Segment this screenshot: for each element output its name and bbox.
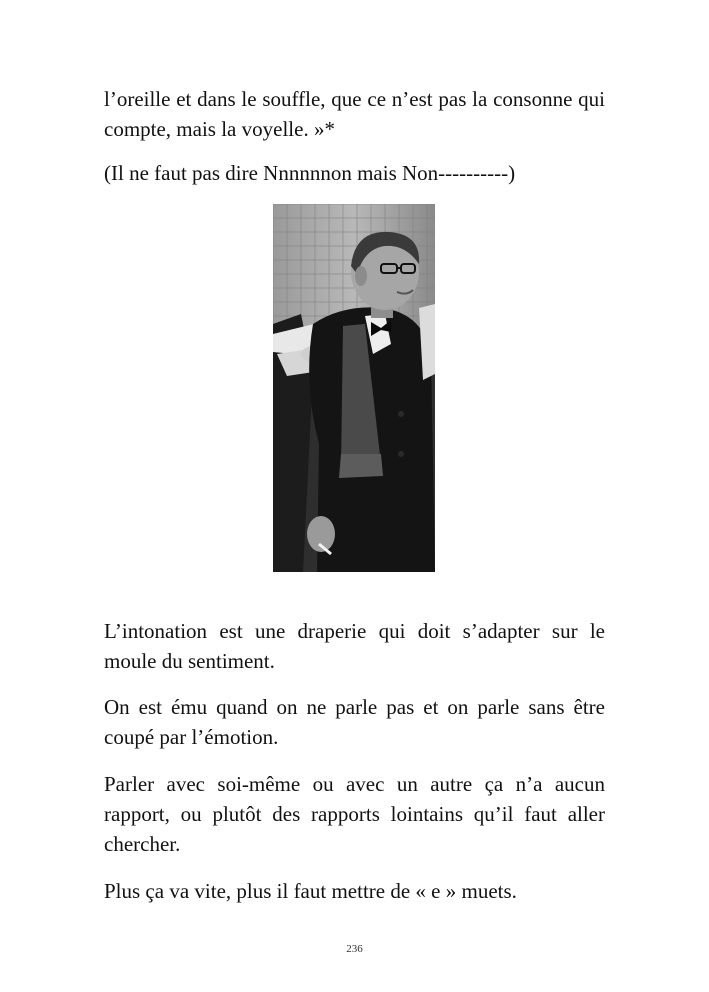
paragraph-1: l’oreille et dans le souffle, que ce n’est pas la consonne qui compte, mais la voyelle. »*	[104, 87, 605, 141]
portrait-photo	[273, 204, 435, 572]
paragraph-4: On est ému quand on ne parle pas et on parle sans être coupé par l’émotion.	[104, 695, 605, 749]
paragraph-5: Parler avec soi-même ou avec un autre ça n’a aucun rapport, ou plutôt des rapports lointains qu’il faut aller chercher.	[104, 772, 605, 856]
page-number: 236	[346, 943, 363, 955]
paragraph-3: L’intonation est une draperie qui doit s’adapter sur le moule du sentiment.	[104, 619, 605, 673]
paragraph-2: (Il ne faut pas dire Nnnnnnon mais Non----------)	[104, 161, 516, 185]
paragraph-6: Plus ça va vite, plus il faut mettre de « e » muets.	[104, 879, 517, 903]
